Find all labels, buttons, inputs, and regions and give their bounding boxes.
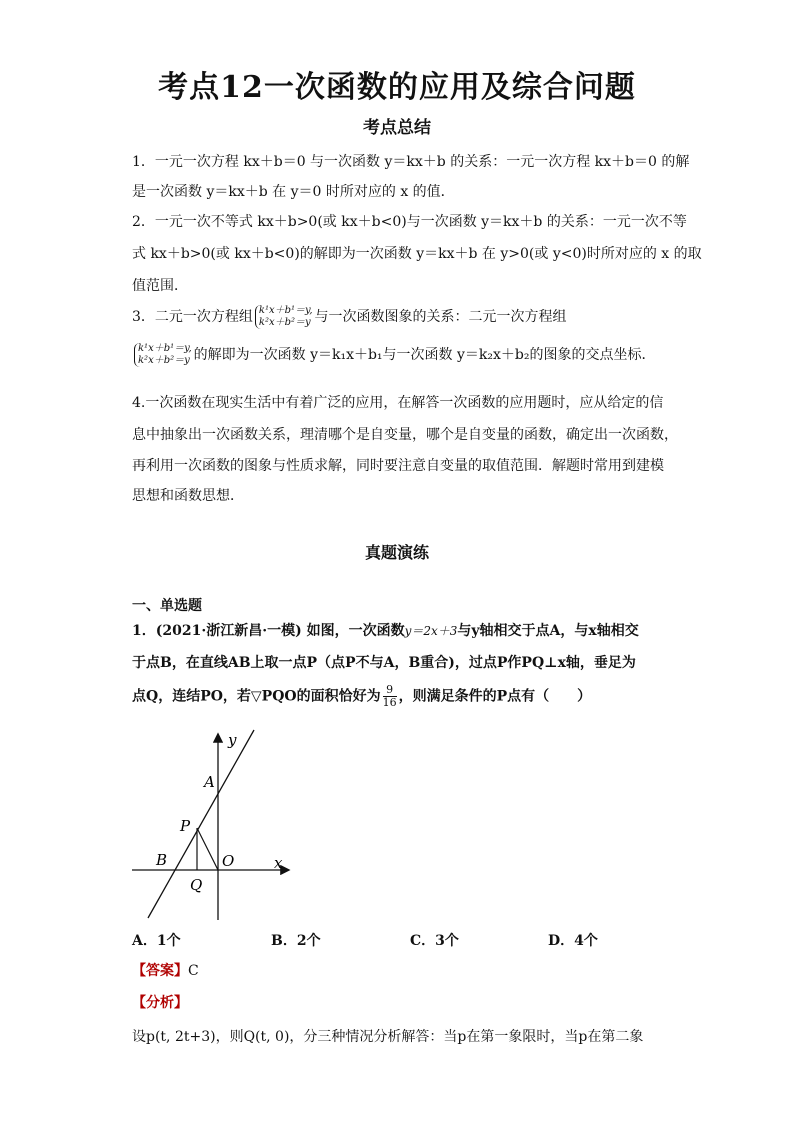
option-b: B．2个 — [271, 933, 321, 949]
equation-system: k¹x＋b¹＝y, k²x＋b²＝y — [255, 305, 313, 329]
segment-po — [197, 828, 218, 870]
summary-p4-line1: 4.一次函数在现实生活中有着广泛的应用，在解答一次函数的应用题时，应从给定的信 — [132, 395, 664, 411]
summary-p3-line2 — [132, 343, 655, 367]
answer-line — [132, 960, 199, 980]
summary-p4-line4: 思想和函数思想． — [132, 488, 244, 504]
option-a: A．1个 — [132, 933, 181, 949]
summary-p3-lead: 3．二元一次方程组 — [132, 309, 253, 325]
practice-heading: 真题演练 — [364, 543, 429, 562]
option-c: C．3个 — [410, 933, 459, 949]
summary-p2-line2: 式 kx＋b>0(或 kx＋b<0)的解即为一次函数 y＝kx＋b 在 y>0(或 y<0)时所对应的 x 的取 — [132, 246, 702, 262]
area-fraction: $\frac{9}{16}$ — [382, 683, 397, 709]
question-line3: 点Q，连结PO，若▽PQO的面积恰好为 $\frac{9}{16}$ ，则满足条件的P点有（ ） — [132, 683, 592, 709]
summary-p3-tail: 与一次函数图象的关系：二元一次方程组 — [314, 309, 567, 325]
summary-p4-line2: 息中抽象出一次函数关系，理清哪个是自变量，哪个是自变量的函数，确定出一次函数， — [132, 427, 678, 443]
label-y: y — [228, 731, 237, 749]
summary-heading: 考点总结 — [363, 118, 431, 138]
analysis-tag: 【分析】 — [132, 995, 188, 1011]
function-expression: y＝2x＋3 — [404, 624, 458, 638]
summary-p3-line1 — [132, 305, 567, 329]
summary-p2-line1: 2．一元一次不等式 kx＋b>0(或 kx＋b<0)与一次函数 y＝kx＋b 的关系：一元一次不等 — [132, 214, 687, 230]
label-b: B — [156, 851, 168, 869]
summary-p1-line2: 是一次函数 y＝kx＋b 在 y＝0 时所对应的 x 的值． — [132, 184, 455, 200]
option-d: D．4个 — [548, 933, 598, 949]
function-figure — [120, 725, 300, 925]
answer-tag: 【答案】 — [132, 963, 188, 979]
section-label: 一、单选题 — [132, 598, 202, 614]
summary-p2-line3: 值范围． — [132, 278, 188, 294]
summary-p4-line3: 再利用一次函数的图象与性质求解，同时要注意自变量的取值范围．解题时常用到建模 — [132, 458, 664, 474]
equation-system-2: k¹x＋b¹＝y, k²x＋b²＝y — [134, 343, 192, 367]
summary-p1-line1: 1．一元一次方程 kx＋b＝0 与一次函数 y＝kx＋b 的关系：一元一次方程 kx＋b＝0 的解 — [132, 154, 690, 170]
label-a: A — [204, 773, 215, 791]
label-q: Q — [190, 876, 203, 894]
summary-p3-line2-text: 的解即为一次函数 y＝k₁x＋b₁与一次函数 y＝k₂x＋b₂的图象的交点坐标． — [193, 347, 656, 363]
label-p: P — [180, 817, 191, 835]
question-line2: 于点B，在直线AB上取一点P（点P不与A，B重合)，过点P作PQ⊥x轴，垂足为 — [132, 655, 636, 671]
answer-value: C — [188, 963, 199, 979]
question-line1: 1．(2021·浙江新昌·一模) 如图，一次函数y＝2x＋3与y轴相交于点A，与x轴相交 — [132, 623, 639, 639]
label-x: x — [274, 854, 283, 872]
label-o: O — [222, 852, 235, 870]
analysis-text: 设p(t, 2t+3)，则Q(t, 0)，分三种情况分析解答：当p在第一象限时，当p在第二象 — [132, 1029, 644, 1045]
page-title: 考点12一次函数的应用及综合问题 — [158, 70, 636, 105]
